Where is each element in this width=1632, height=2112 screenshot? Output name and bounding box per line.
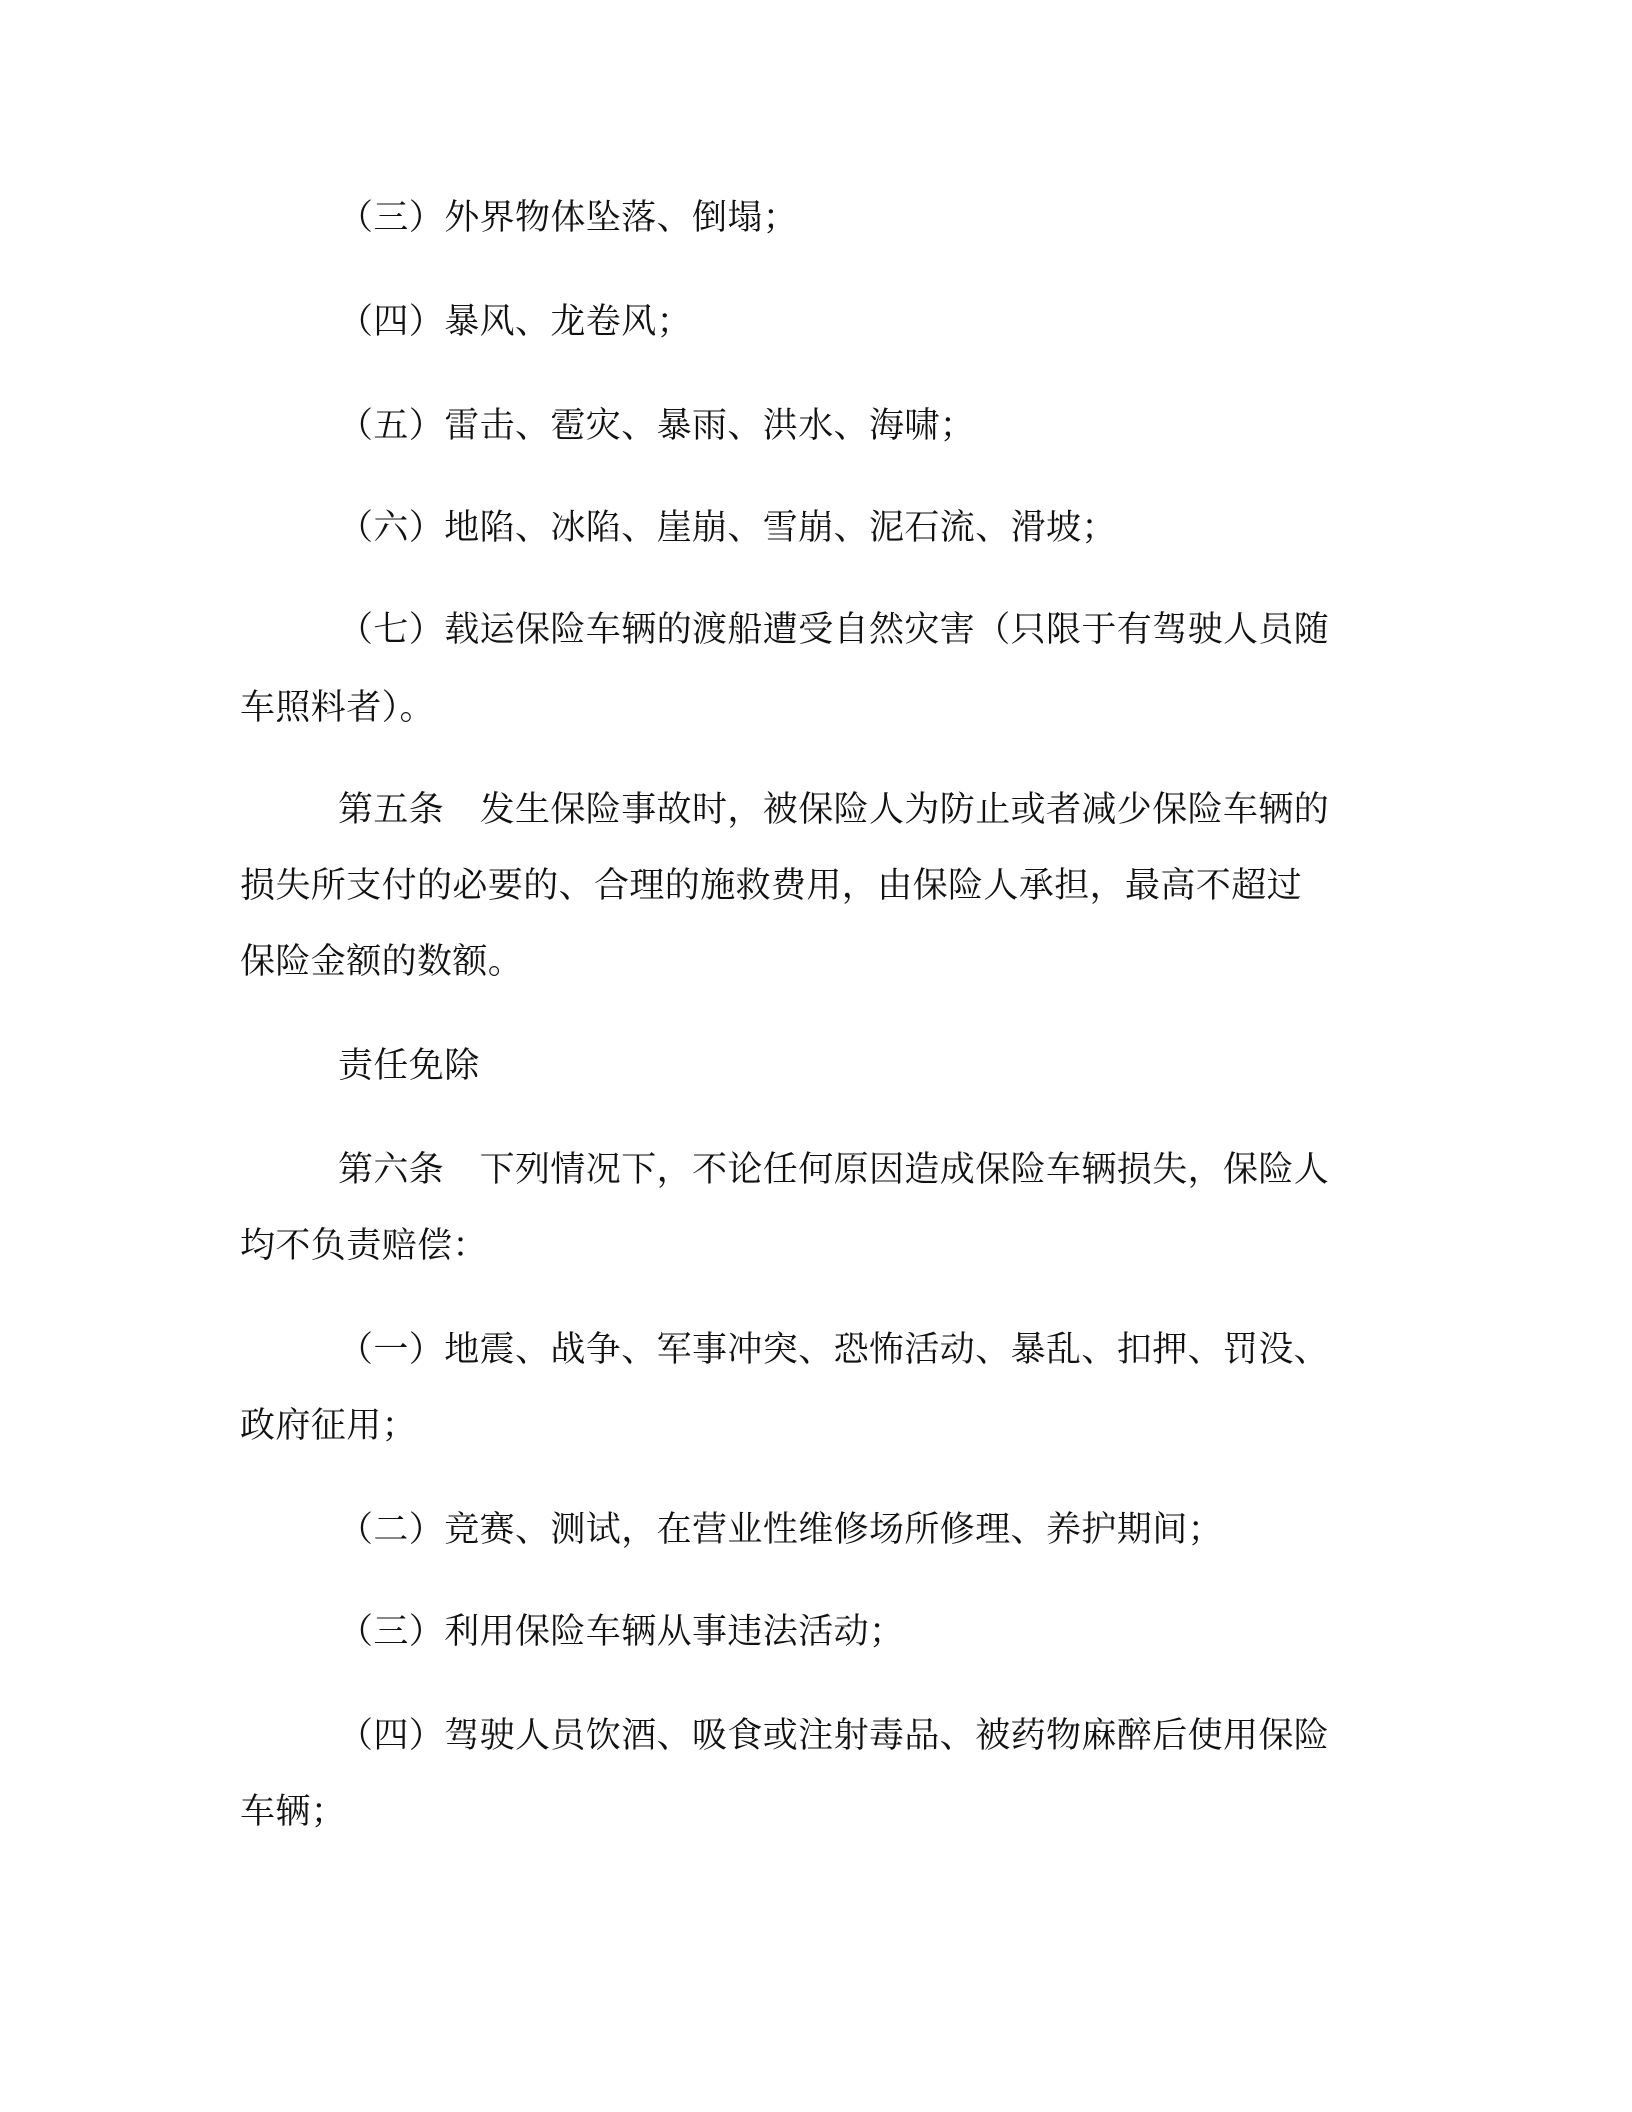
article-6-line-1: 第六条 下列情况下，不论任何原因造成保险车辆损失，保险人 xyxy=(338,1150,1330,1190)
article-5-line-2: 损失所支付的必要的、合理的施救费用，由保险人承担，最高不超过 xyxy=(240,866,1303,906)
article-5-line-3: 保险金额的数额。 xyxy=(240,942,524,982)
exclusion-item-4: （四）驾驶人员饮酒、吸食或注射毒品、被药物麻醉后使用保险 xyxy=(338,1716,1330,1756)
exclusion-item-2: （二）竞赛、测试，在营业性维修场所修理、养护期间； xyxy=(338,1510,1224,1550)
exclusion-item-4-continuation: 车辆； xyxy=(240,1792,347,1832)
clause-item-5-lightning: （五）雷击、雹灾、暴雨、洪水、海啸； xyxy=(338,406,976,446)
exclusion-item-1: （一）地震、战争、军事冲突、恐怖活动、暴乱、扣押、罚没、 xyxy=(338,1330,1330,1370)
clause-item-4-storm: （四）暴风、龙卷风； xyxy=(338,302,693,342)
clause-item-6-landslide: （六）地陷、冰陷、崖崩、雪崩、泥石流、滑坡； xyxy=(338,508,1117,548)
clause-item-7-ferry: （七）载运保险车辆的渡船遭受自然灾害（只限于有驾驶人员随 xyxy=(338,610,1330,650)
exclusion-item-3: （三）利用保险车辆从事违法活动； xyxy=(338,1612,905,1652)
exclusion-item-1-continuation: 政府征用； xyxy=(240,1406,418,1446)
section-heading-exclusions: 责任免除 xyxy=(338,1046,480,1086)
article-6-line-2: 均不负责赔偿： xyxy=(240,1226,488,1266)
clause-item-3-falling-objects: （三）外界物体坠落、倒塌； xyxy=(338,198,799,238)
clause-item-7-continuation: 车照料者）。 xyxy=(240,688,435,728)
article-5-line-1: 第五条 发生保险事故时，被保险人为防止或者减少保险车辆的 xyxy=(338,790,1330,830)
